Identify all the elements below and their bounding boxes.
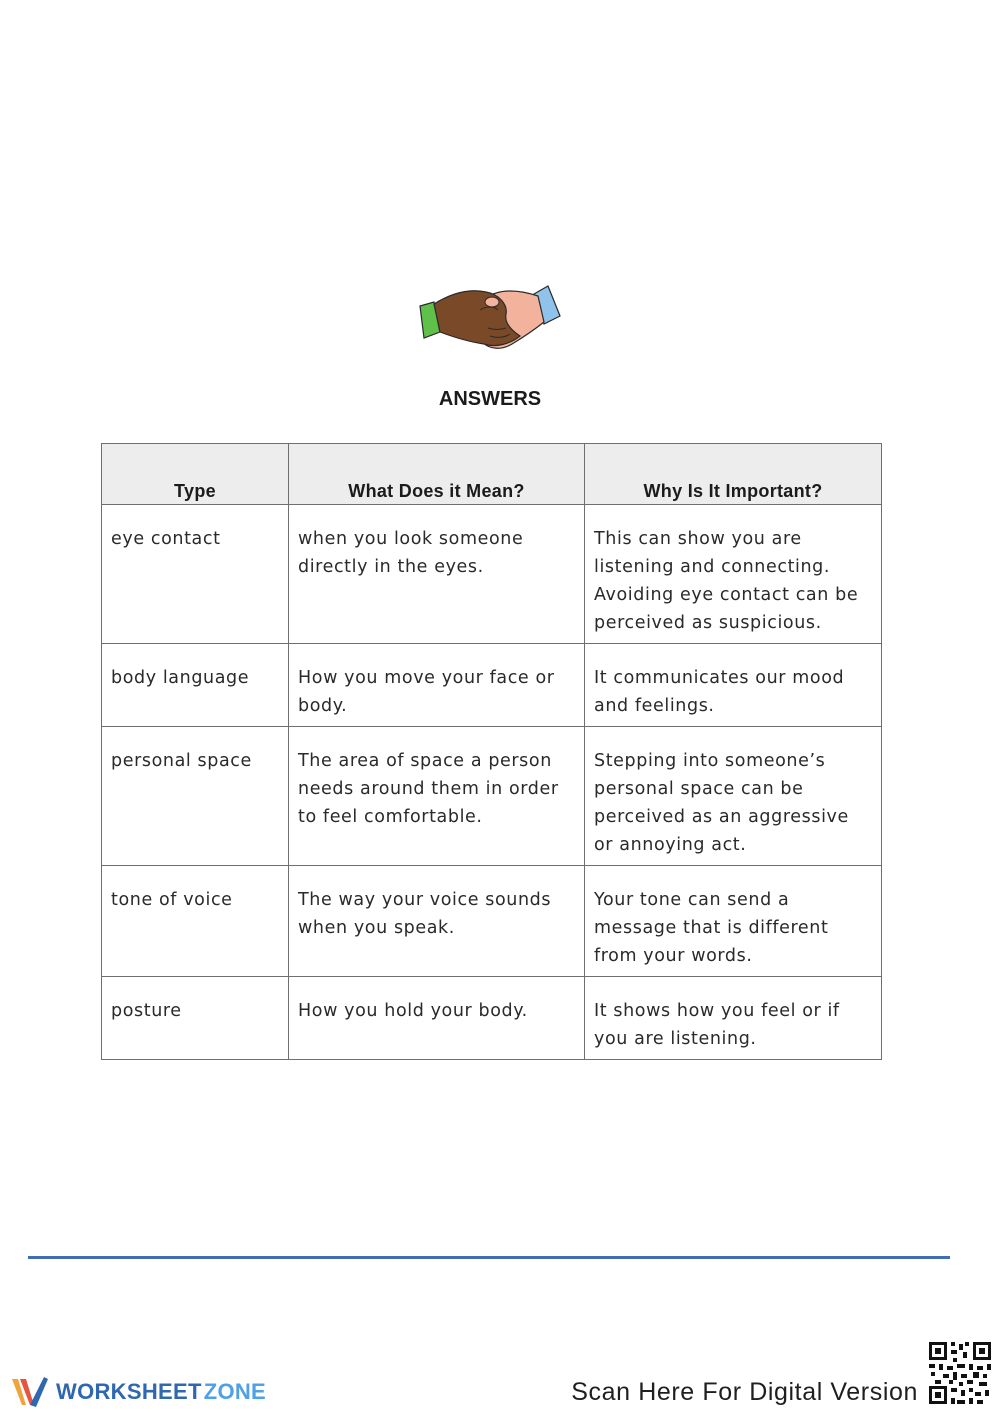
- table-row: [102, 866, 882, 977]
- cell-type: posture: [102, 977, 289, 1060]
- brand-name: [56, 1379, 266, 1405]
- cell-importance: Your tone can send a message that is different from your words.: [585, 866, 882, 977]
- worksheet-zone-logo-icon: [10, 1375, 50, 1409]
- cell-importance: This can show you are listening and connecting. Avoiding eye contact can be perceived as suspicious.: [585, 505, 882, 644]
- cell-meaning: The area of space a person needs around them in order to feel comfortable.: [289, 727, 585, 866]
- table-row: [102, 644, 882, 727]
- footer-divider: [28, 1256, 950, 1259]
- scan-instruction: Scan Here For Digital Version: [571, 1378, 918, 1406]
- brand-name-primary: WORKSHEET: [56, 1379, 202, 1404]
- answers-table: [101, 443, 882, 1060]
- cell-meaning: How you hold your body.: [289, 977, 585, 1060]
- cell-meaning: How you move your face or body.: [289, 644, 585, 727]
- column-header-importance: Why Is It Important?: [585, 444, 882, 505]
- brand-name-secondary: ZONE: [203, 1379, 267, 1404]
- cell-importance: It shows how you feel or if you are listening.: [585, 977, 882, 1060]
- table-header-row: [102, 444, 882, 505]
- column-header-meaning: What Does it Mean?: [289, 444, 585, 505]
- cell-type: body language: [102, 644, 289, 727]
- worksheet-title: ANSWERS: [438, 388, 542, 410]
- handshake-icon: [416, 282, 562, 354]
- table-row: [102, 727, 882, 866]
- cell-importance: Stepping into someone’s personal space can be perceived as an aggressive or annoying act.: [585, 727, 882, 866]
- table-row: [102, 977, 882, 1060]
- qr-code-icon[interactable]: [927, 1340, 993, 1406]
- cell-type: personal space: [102, 727, 289, 866]
- column-header-type: Type: [102, 444, 289, 505]
- cell-type: eye contact: [102, 505, 289, 644]
- cell-type: tone of voice: [102, 866, 289, 977]
- table-row: [102, 505, 882, 644]
- brand-logo[interactable]: [10, 1375, 266, 1409]
- cell-meaning: when you look someone directly in the eyes.: [289, 505, 585, 644]
- cell-importance: It communicates our mood and feelings.: [585, 644, 882, 727]
- cell-meaning: The way your voice sounds when you speak.: [289, 866, 585, 977]
